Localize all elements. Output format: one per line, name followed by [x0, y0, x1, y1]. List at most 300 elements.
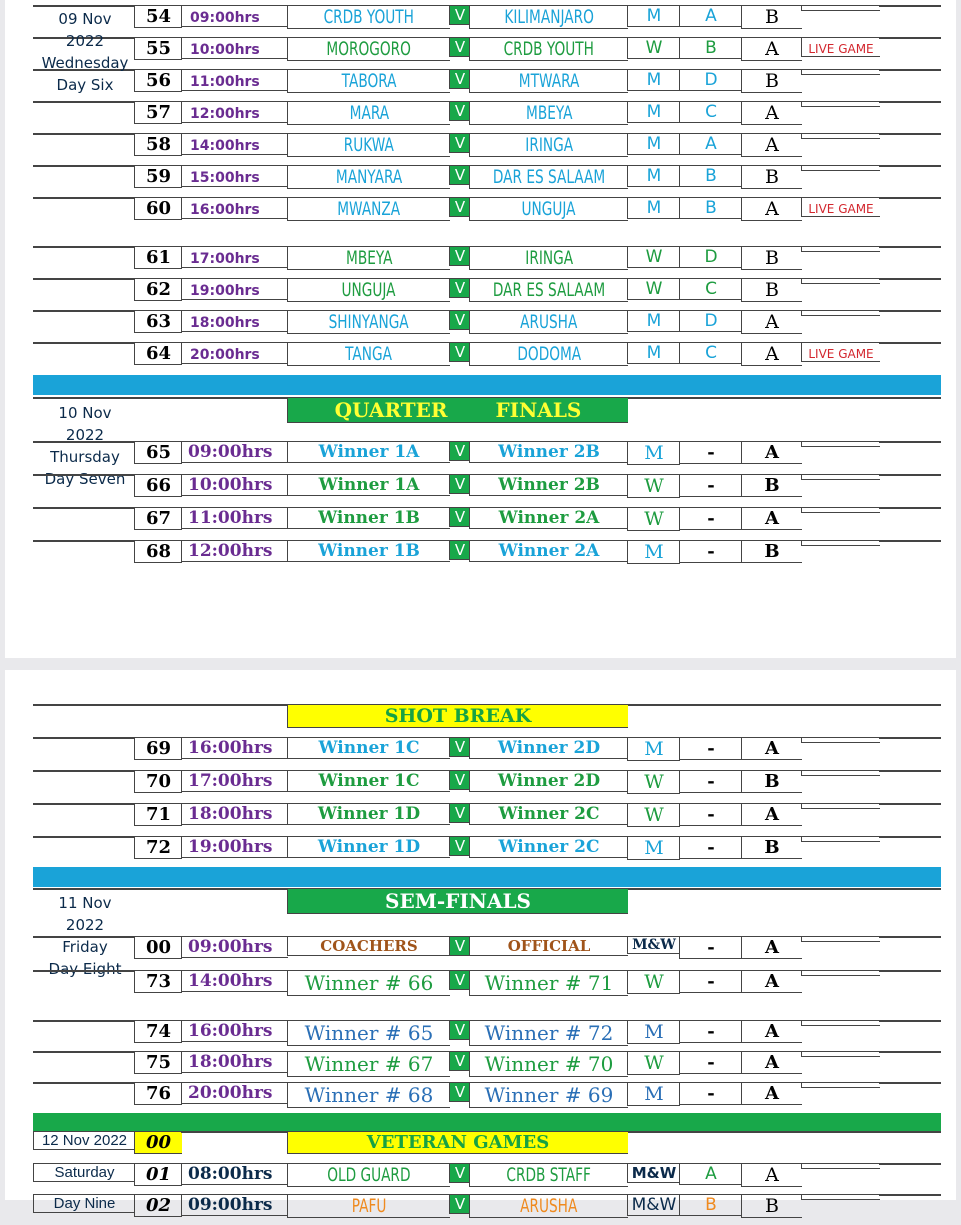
note-cell: LIVE GAME: [801, 342, 880, 362]
gender-cell: M: [627, 165, 680, 187]
pitch-cell: A: [741, 507, 802, 530]
versus-marker: V: [449, 101, 470, 121]
gender-cell: W: [627, 770, 680, 794]
extra-cell: [879, 342, 941, 344]
group-cell: -: [679, 1082, 742, 1105]
match-number: 54: [134, 5, 182, 28]
match-row: [33, 1051, 941, 1082]
away-team: Winner 2D: [469, 737, 628, 759]
match-time: 17:00hrs: [181, 246, 288, 268]
match-row: [33, 803, 941, 836]
match-number: 01: [134, 1163, 182, 1186]
away-team-label: CRDB YOUTH: [503, 38, 595, 60]
day-weekday: Friday: [62, 938, 108, 956]
home-team-label: MWANZA: [337, 198, 401, 220]
day-cell: [33, 278, 135, 280]
away-team: Winner 2C: [469, 836, 628, 858]
gender-cell: M: [627, 441, 680, 465]
note-cell: [801, 133, 880, 139]
versus-marker: V: [449, 133, 470, 153]
note-cell: [801, 1020, 880, 1026]
match-time: 15:00hrs: [181, 165, 288, 187]
day-date: 10 Nov 2022: [58, 404, 112, 444]
day-cell: [33, 1163, 135, 1182]
away-team: Winner 2B: [469, 441, 628, 463]
quarter-finals-banner: [33, 397, 941, 441]
match-row: [33, 5, 941, 37]
match-row: [33, 507, 941, 540]
extra-cell: [879, 197, 941, 199]
extra-cell: [879, 246, 941, 248]
note-cell: LIVE GAME: [801, 197, 880, 217]
gender-cell: W: [627, 278, 680, 300]
pitch-cell: A: [741, 1082, 802, 1105]
banner-blank-cell: [741, 704, 802, 706]
match-row: [33, 165, 941, 197]
banner-blank-cell: [879, 704, 941, 706]
away-team-label: ARUSHA: [520, 311, 578, 333]
match-row: [33, 310, 941, 342]
match-time: 17:00hrs: [181, 770, 288, 792]
day-cell: [33, 836, 135, 838]
extra-cell: [879, 970, 941, 972]
match-row: [33, 737, 941, 770]
banner-blank-cell: [879, 397, 941, 399]
note-cell: [801, 474, 880, 480]
extra-cell: [879, 278, 941, 280]
versus-marker: V: [449, 970, 470, 990]
gender-cell: M: [627, 737, 680, 761]
home-team-label: PAFU: [351, 1195, 387, 1217]
group-cell: -: [679, 970, 742, 993]
match-time: 11:00hrs: [181, 507, 288, 529]
quarter-finals-banner-title: [287, 397, 628, 423]
day-cell: [33, 474, 135, 476]
home-team-label: MBEYA: [345, 247, 393, 269]
versus-marker: V: [449, 803, 470, 823]
group-cell: -: [679, 507, 742, 530]
day-cell: [33, 936, 135, 938]
banner-blank-cell: [741, 888, 802, 890]
note-cell: [801, 1082, 880, 1088]
day-cell: [33, 342, 135, 344]
day-cell: [33, 1194, 135, 1213]
versus-marker: V: [449, 540, 470, 560]
home-team: [287, 246, 450, 270]
away-team-label: KILIMANJARO: [504, 6, 594, 28]
match-number: 56: [134, 69, 182, 92]
versus-marker: V: [449, 342, 470, 362]
banner-blank-cell: [801, 1131, 880, 1133]
match-number: 70: [134, 770, 182, 793]
away-team-label: DAR ES SALAAM: [492, 166, 606, 188]
extra-cell: [879, 1163, 941, 1165]
match-time: 18:00hrs: [181, 803, 288, 825]
versus-marker: V: [449, 1020, 470, 1040]
day-nine-label: Day Nine: [53, 1195, 116, 1212]
away-team: [469, 1163, 628, 1187]
match-number: 73: [134, 970, 182, 993]
extra-cell: [879, 770, 941, 772]
pitch-cell: A: [741, 101, 802, 125]
day-nine-weekday: Saturday: [54, 1164, 115, 1181]
home-team: [287, 310, 450, 334]
match-row: [33, 936, 941, 970]
group-cell: C: [679, 101, 742, 123]
note-cell: [801, 970, 880, 976]
gender-cell: M: [627, 5, 680, 27]
home-team: Winner 1B: [287, 507, 450, 529]
banner-blank-cell: [679, 1131, 742, 1133]
away-team: [469, 342, 628, 366]
home-team: Winner 1A: [287, 441, 450, 463]
away-team: [469, 165, 628, 189]
group-cell: -: [679, 1020, 742, 1043]
match-time: 20:00hrs: [181, 342, 288, 364]
day-cell: [33, 310, 135, 312]
match-row: [33, 246, 941, 278]
match-time: 10:00hrs: [181, 474, 288, 496]
home-team: COACHERS: [287, 936, 450, 956]
banner-blank-cell: [134, 704, 182, 706]
pitch-cell: A: [741, 970, 802, 993]
match-time: 19:00hrs: [181, 278, 288, 300]
group-cell: -: [679, 737, 742, 760]
match-row: [33, 441, 941, 474]
away-team-label: DODOMA: [517, 343, 581, 365]
extra-cell: [879, 507, 941, 509]
away-team: Winner # 69: [469, 1082, 628, 1108]
match-row: [33, 1020, 941, 1051]
match-time: 12:00hrs: [181, 540, 288, 562]
match-number: 63: [134, 310, 182, 333]
gender-cell: W: [627, 1051, 680, 1075]
day-cell: [33, 803, 135, 805]
home-team: Winner 1A: [287, 474, 450, 496]
day-date: 09 Nov 2022: [58, 10, 112, 50]
gender-cell: M: [627, 101, 680, 123]
extra-cell: [879, 101, 941, 103]
versus-marker: V: [449, 474, 470, 494]
away-team-label: ARUSHA: [520, 1195, 578, 1217]
match-row: [33, 342, 941, 374]
note-cell: [801, 936, 880, 942]
away-team: [469, 101, 628, 125]
day-date: 11 Nov 2022: [58, 894, 112, 934]
day-cell: [33, 197, 135, 199]
match-time: 20:00hrs: [181, 1082, 288, 1104]
away-team-label: IRINGA: [525, 134, 573, 156]
home-team-label: MANYARA: [335, 166, 403, 188]
match-number: 71: [134, 803, 182, 826]
home-team: [287, 133, 450, 157]
home-team: [287, 278, 450, 302]
note-cell: [801, 5, 880, 11]
versus-marker: V: [449, 69, 470, 89]
pitch-cell: B: [741, 770, 802, 793]
match-row: [33, 970, 941, 1003]
match-number: 62: [134, 278, 182, 301]
away-team-label: IRINGA: [525, 247, 573, 269]
match-time: 16:00hrs: [181, 197, 288, 219]
group-cell: -: [679, 1051, 742, 1074]
day-cell: [33, 246, 135, 248]
match-time: 16:00hrs: [181, 1020, 288, 1042]
pitch-cell: B: [741, 836, 802, 859]
home-team-label: SHINYANGA: [328, 311, 410, 333]
home-team: Winner 1C: [287, 737, 450, 759]
away-team: [469, 133, 628, 157]
gender-cell: M: [627, 197, 680, 219]
match-number: 59: [134, 165, 182, 188]
pitch-cell: A: [741, 197, 802, 221]
versus-marker: V: [449, 278, 470, 298]
home-team: Winner 1D: [287, 803, 450, 825]
group-cell: C: [679, 342, 742, 364]
banner-blank-cell: [627, 1131, 680, 1133]
extra-cell: [879, 310, 941, 312]
match-row: [33, 1194, 941, 1225]
banner-blank-cell: [134, 397, 182, 399]
schedule-page-2: [5, 670, 956, 1217]
banner-blank-cell: [33, 704, 135, 706]
group-cell: -: [679, 836, 742, 859]
match-time: 09:00hrs: [181, 5, 288, 27]
group-cell: B: [679, 37, 742, 59]
gender-cell: W: [627, 474, 680, 498]
away-team: Winner 2A: [469, 540, 628, 562]
pitch-cell: B: [741, 1194, 802, 1218]
away-team-label: UNGUJA: [521, 198, 577, 220]
group-cell: A: [679, 1163, 742, 1185]
versus-marker: V: [449, 737, 470, 757]
banner-blank-cell: [181, 888, 288, 890]
home-team: [287, 101, 450, 125]
away-team-label: CRDB STAFF: [506, 1164, 592, 1186]
veteran-games-banner-title: [287, 1131, 628, 1154]
gender-cell: M: [627, 133, 680, 155]
away-team-label: MBEYA: [525, 102, 573, 124]
away-team: Winner 2B: [469, 474, 628, 496]
match-time: 18:00hrs: [181, 1051, 288, 1073]
match-time: 12:00hrs: [181, 101, 288, 123]
match-number: 58: [134, 133, 182, 156]
gender-cell: W: [627, 970, 680, 994]
versus-marker: V: [449, 836, 470, 856]
note-cell: [801, 69, 880, 75]
day-six-label: [37, 8, 133, 96]
day-cell: [33, 540, 135, 542]
note-cell: [801, 1194, 880, 1200]
veteran-games-banner: [33, 1131, 941, 1163]
extra-cell: [879, 540, 941, 542]
pitch-cell: B: [741, 278, 802, 302]
pitch-cell: A: [741, 737, 802, 760]
group-cell: C: [679, 278, 742, 300]
pitch-cell: A: [741, 310, 802, 334]
day-cell: [33, 1051, 135, 1053]
banner-blank-cell: [134, 888, 182, 890]
gender-cell: M&W: [627, 1163, 680, 1183]
away-team-label: MTWARA: [518, 70, 580, 92]
away-team: [469, 5, 628, 29]
group-cell: B: [679, 1194, 742, 1216]
group-cell: B: [679, 165, 742, 187]
away-team: [469, 278, 628, 302]
group-cell: A: [679, 5, 742, 27]
home-team: Winner # 68: [287, 1082, 450, 1108]
away-team: [469, 69, 628, 93]
pitch-cell: B: [741, 5, 802, 29]
banner-blank-cell: [679, 888, 742, 890]
extra-cell: [879, 133, 941, 135]
match-time: 09:00hrs: [181, 441, 288, 463]
match-row: [33, 836, 941, 869]
gender-cell: M: [627, 310, 680, 332]
home-team-label: TABORA: [341, 70, 397, 92]
home-team: [287, 197, 450, 221]
gender-cell: M&W: [627, 1194, 680, 1216]
banner-blank-cell: [627, 888, 680, 890]
match-row: [33, 1163, 941, 1194]
semi-finals-banner: [33, 888, 941, 938]
pitch-cell: B: [741, 474, 802, 497]
extra-cell: [879, 441, 941, 443]
home-team: Winner # 66: [287, 970, 450, 996]
match-number: 02: [134, 1194, 182, 1217]
match-time: 16:00hrs: [181, 737, 288, 759]
day-day-label: Day Seven: [44, 470, 126, 488]
away-team: [469, 310, 628, 334]
pitch-cell: A: [741, 37, 802, 61]
match-row: [33, 37, 941, 69]
day-cell: [33, 970, 135, 972]
match-row: [33, 540, 941, 573]
blue-separator-2: [33, 867, 941, 887]
shot-break-banner-title: [287, 704, 628, 728]
banner-blank-cell: [741, 1131, 802, 1133]
banner-blank-cell: [801, 397, 880, 399]
pitch-cell: A: [741, 803, 802, 826]
banner-blank-cell: [181, 704, 288, 706]
banner-blank-cell: [679, 704, 742, 706]
match-number: 69: [134, 737, 182, 760]
note-cell: [801, 803, 880, 809]
schedule-page-1: [5, 0, 956, 658]
banner-blank-cell: [679, 397, 742, 399]
match-row: [33, 770, 941, 803]
match-number: 76: [134, 1082, 182, 1105]
home-team: [287, 5, 450, 29]
banner-blank-cell: [879, 1131, 941, 1133]
banner-blank-cell: [33, 888, 135, 890]
note-cell: [801, 101, 880, 107]
versus-marker: V: [449, 1163, 470, 1183]
extra-cell: [879, 1194, 941, 1196]
versus-marker: V: [449, 246, 470, 266]
match-time: 11:00hrs: [181, 69, 288, 91]
pitch-cell: A: [741, 441, 802, 464]
versus-marker: V: [449, 5, 470, 25]
banner-blank-cell: [801, 888, 880, 890]
extra-cell: [879, 69, 941, 71]
extra-cell: [879, 737, 941, 739]
match-row: [33, 474, 941, 507]
away-team: Winner # 72: [469, 1020, 628, 1046]
pitch-cell: B: [741, 69, 802, 93]
match-number: 65: [134, 441, 182, 464]
away-team: [469, 37, 628, 61]
note-cell: [801, 770, 880, 776]
note-cell: [801, 165, 880, 171]
match-number: 72: [134, 836, 182, 859]
note-cell: [801, 507, 880, 513]
group-cell: D: [679, 310, 742, 332]
match-time: 19:00hrs: [181, 836, 288, 858]
group-cell: -: [679, 770, 742, 793]
group-cell: D: [679, 246, 742, 268]
gender-cell: W: [627, 246, 680, 268]
away-team: Winner # 70: [469, 1051, 628, 1077]
banner-blank-cell: [627, 397, 680, 399]
blue-separator: [33, 375, 941, 395]
banner-blank-cell: [33, 397, 135, 399]
group-cell: -: [679, 474, 742, 497]
pitch-cell: B: [741, 540, 802, 563]
match-row: [33, 1082, 941, 1113]
match-number: 74: [134, 1020, 182, 1043]
gender-cell: W: [627, 507, 680, 531]
versus-marker: V: [449, 1082, 470, 1102]
extra-cell: [879, 5, 941, 7]
match-time: 08:00hrs: [181, 1163, 288, 1185]
away-team: [469, 246, 628, 270]
day-day-label: Day Eight: [48, 960, 122, 978]
match-time: 09:00hrs: [181, 1194, 288, 1216]
extra-cell: [879, 836, 941, 838]
note-cell: [801, 310, 880, 316]
pitch-cell: A: [741, 936, 802, 959]
versus-marker: V: [449, 197, 470, 217]
pitch-cell: A: [741, 133, 802, 157]
versus-marker: V: [449, 770, 470, 790]
home-team: [287, 37, 450, 61]
match-row: [33, 101, 941, 133]
home-team-label: RUKWA: [343, 134, 395, 156]
versus-marker: V: [449, 310, 470, 330]
away-team: [469, 197, 628, 221]
day-weekday: Thursday: [50, 448, 120, 466]
home-team-label: TANGA: [345, 343, 393, 365]
gender-cell: M: [627, 1020, 680, 1044]
group-cell: D: [679, 69, 742, 91]
home-team: Winner # 65: [287, 1020, 450, 1046]
pitch-cell: B: [741, 246, 802, 270]
banner-blank-cell: [627, 704, 680, 706]
day-cell: [33, 101, 135, 103]
match-time: 09:00hrs: [181, 936, 288, 958]
home-team: Winner 1B: [287, 540, 450, 562]
home-team: [287, 165, 450, 189]
match-number: 66: [134, 474, 182, 497]
day-cell: [33, 165, 135, 167]
extra-cell: [879, 936, 941, 938]
shot-break-title: SHOT BREAK: [384, 705, 532, 727]
extra-cell: [879, 474, 941, 476]
note-cell: [801, 836, 880, 842]
day-cell: [33, 441, 135, 443]
banner-blank-cell: [801, 704, 880, 706]
